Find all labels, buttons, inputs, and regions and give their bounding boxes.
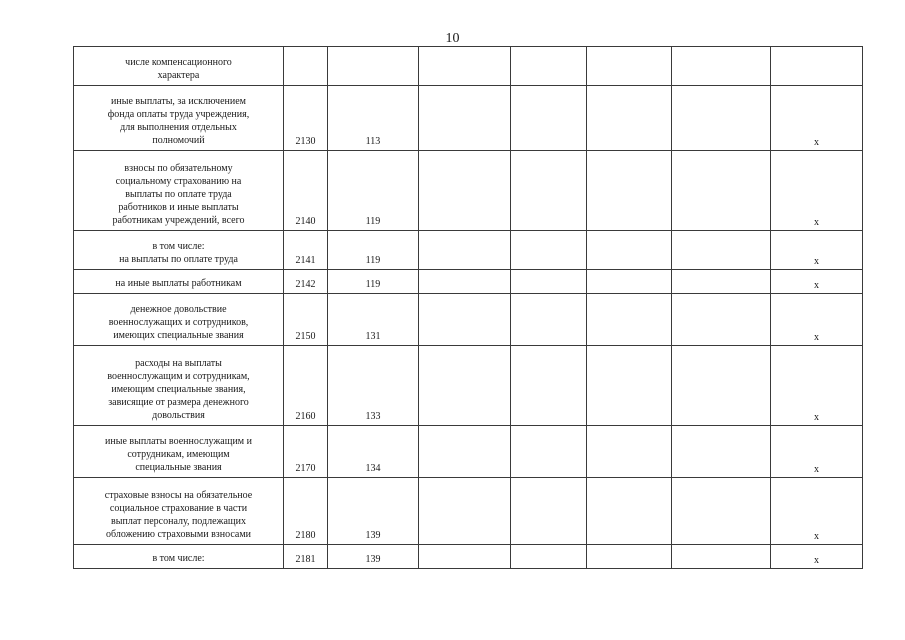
- line-code-cell: 2141: [284, 231, 328, 270]
- kbk-code-cell: 119: [328, 151, 419, 231]
- x-mark-cell: x: [771, 86, 863, 151]
- value-cell: [511, 151, 587, 231]
- line-code-cell: 2160: [284, 346, 328, 426]
- value-cell: [511, 270, 587, 294]
- x-mark-cell: x: [771, 270, 863, 294]
- table-row: [74, 346, 863, 426]
- line-code-cell: 2150: [284, 294, 328, 346]
- x-mark-cell: x: [771, 478, 863, 545]
- kbk-code-cell: 119: [328, 270, 419, 294]
- value-cell: [419, 151, 511, 231]
- value-cell: [587, 151, 672, 231]
- value-cell: [419, 426, 511, 478]
- report-table: [73, 46, 863, 569]
- value-cell: [511, 47, 587, 86]
- value-cell: [419, 478, 511, 545]
- row-name-cell: денежное довольствие военнослужащих и сотрудников, имеющих специальные звания: [74, 294, 284, 346]
- table-row: [74, 151, 863, 231]
- table-row: [74, 47, 863, 86]
- kbk-code-cell: 131: [328, 294, 419, 346]
- value-cell: [511, 426, 587, 478]
- page-number: 10: [445, 31, 460, 46]
- row-name-cell: расходы на выплаты военнослужащим и сотрудникам, имеющим специальные звания, зависящие от размера денежного довольствия: [74, 346, 284, 426]
- line-code-cell: [284, 47, 328, 86]
- value-cell: [419, 231, 511, 270]
- kbk-code-cell: 139: [328, 545, 419, 569]
- table-row: [74, 294, 863, 346]
- line-code-cell: 2130: [284, 86, 328, 151]
- row-name-cell: иные выплаты, за исключением фонда оплаты труда учреждения, для выполнения отдельных полномочий: [74, 86, 284, 151]
- kbk-code-cell: 134: [328, 426, 419, 478]
- value-cell: [511, 86, 587, 151]
- row-name-cell: страховые взносы на обязательное социальное страхование в части выплат персоналу, подлежащих обложению страховыми взносами: [74, 478, 284, 545]
- value-cell: [672, 151, 771, 231]
- value-cell: [587, 270, 672, 294]
- value-cell: [672, 270, 771, 294]
- x-mark-cell: [771, 47, 863, 86]
- value-cell: [419, 270, 511, 294]
- value-cell: [419, 86, 511, 151]
- kbk-code-cell: [328, 47, 419, 86]
- value-cell: [587, 346, 672, 426]
- x-mark-cell: x: [771, 426, 863, 478]
- kbk-code-cell: 133: [328, 346, 419, 426]
- row-name-cell: на иные выплаты работникам: [74, 270, 284, 294]
- value-cell: [587, 426, 672, 478]
- value-cell: [587, 231, 672, 270]
- row-name-cell: числе компенсационного характера: [74, 47, 284, 86]
- table-row: [74, 231, 863, 270]
- kbk-code-cell: 139: [328, 478, 419, 545]
- value-cell: [419, 47, 511, 86]
- value-cell: [672, 231, 771, 270]
- table-row: [74, 86, 863, 151]
- value-cell: [587, 294, 672, 346]
- value-cell: [672, 47, 771, 86]
- table-row: [74, 270, 863, 294]
- x-mark-cell: x: [771, 151, 863, 231]
- line-code-cell: 2180: [284, 478, 328, 545]
- value-cell: [672, 478, 771, 545]
- value-cell: [419, 294, 511, 346]
- table-row: [74, 545, 863, 569]
- value-cell: [587, 478, 672, 545]
- value-cell: [587, 545, 672, 569]
- value-cell: [672, 294, 771, 346]
- line-code-cell: 2181: [284, 545, 328, 569]
- line-code-cell: 2170: [284, 426, 328, 478]
- x-mark-cell: x: [771, 346, 863, 426]
- value-cell: [672, 426, 771, 478]
- x-mark-cell: x: [771, 231, 863, 270]
- row-name-cell: взносы по обязательному социальному страхованию на выплаты по оплате труда работников и иные выплаты работникам учреждений, всего: [74, 151, 284, 231]
- line-code-cell: 2140: [284, 151, 328, 231]
- line-code-cell: 2142: [284, 270, 328, 294]
- value-cell: [587, 86, 672, 151]
- x-mark-cell: x: [771, 294, 863, 346]
- kbk-code-cell: 113: [328, 86, 419, 151]
- row-name-cell: в том числе:: [74, 545, 284, 569]
- kbk-code-cell: 119: [328, 231, 419, 270]
- table-row: [74, 426, 863, 478]
- x-mark-cell: x: [771, 545, 863, 569]
- value-cell: [672, 346, 771, 426]
- value-cell: [511, 545, 587, 569]
- value-cell: [419, 346, 511, 426]
- value-cell: [672, 86, 771, 151]
- value-cell: [587, 47, 672, 86]
- value-cell: [511, 478, 587, 545]
- row-name-cell: иные выплаты военнослужащим и сотрудникам, имеющим специальные звания: [74, 426, 284, 478]
- value-cell: [511, 231, 587, 270]
- value-cell: [511, 294, 587, 346]
- value-cell: [511, 346, 587, 426]
- value-cell: [419, 545, 511, 569]
- row-name-cell: в том числе: на выплаты по оплате труда: [74, 231, 284, 270]
- value-cell: [672, 545, 771, 569]
- table-row: [74, 478, 863, 545]
